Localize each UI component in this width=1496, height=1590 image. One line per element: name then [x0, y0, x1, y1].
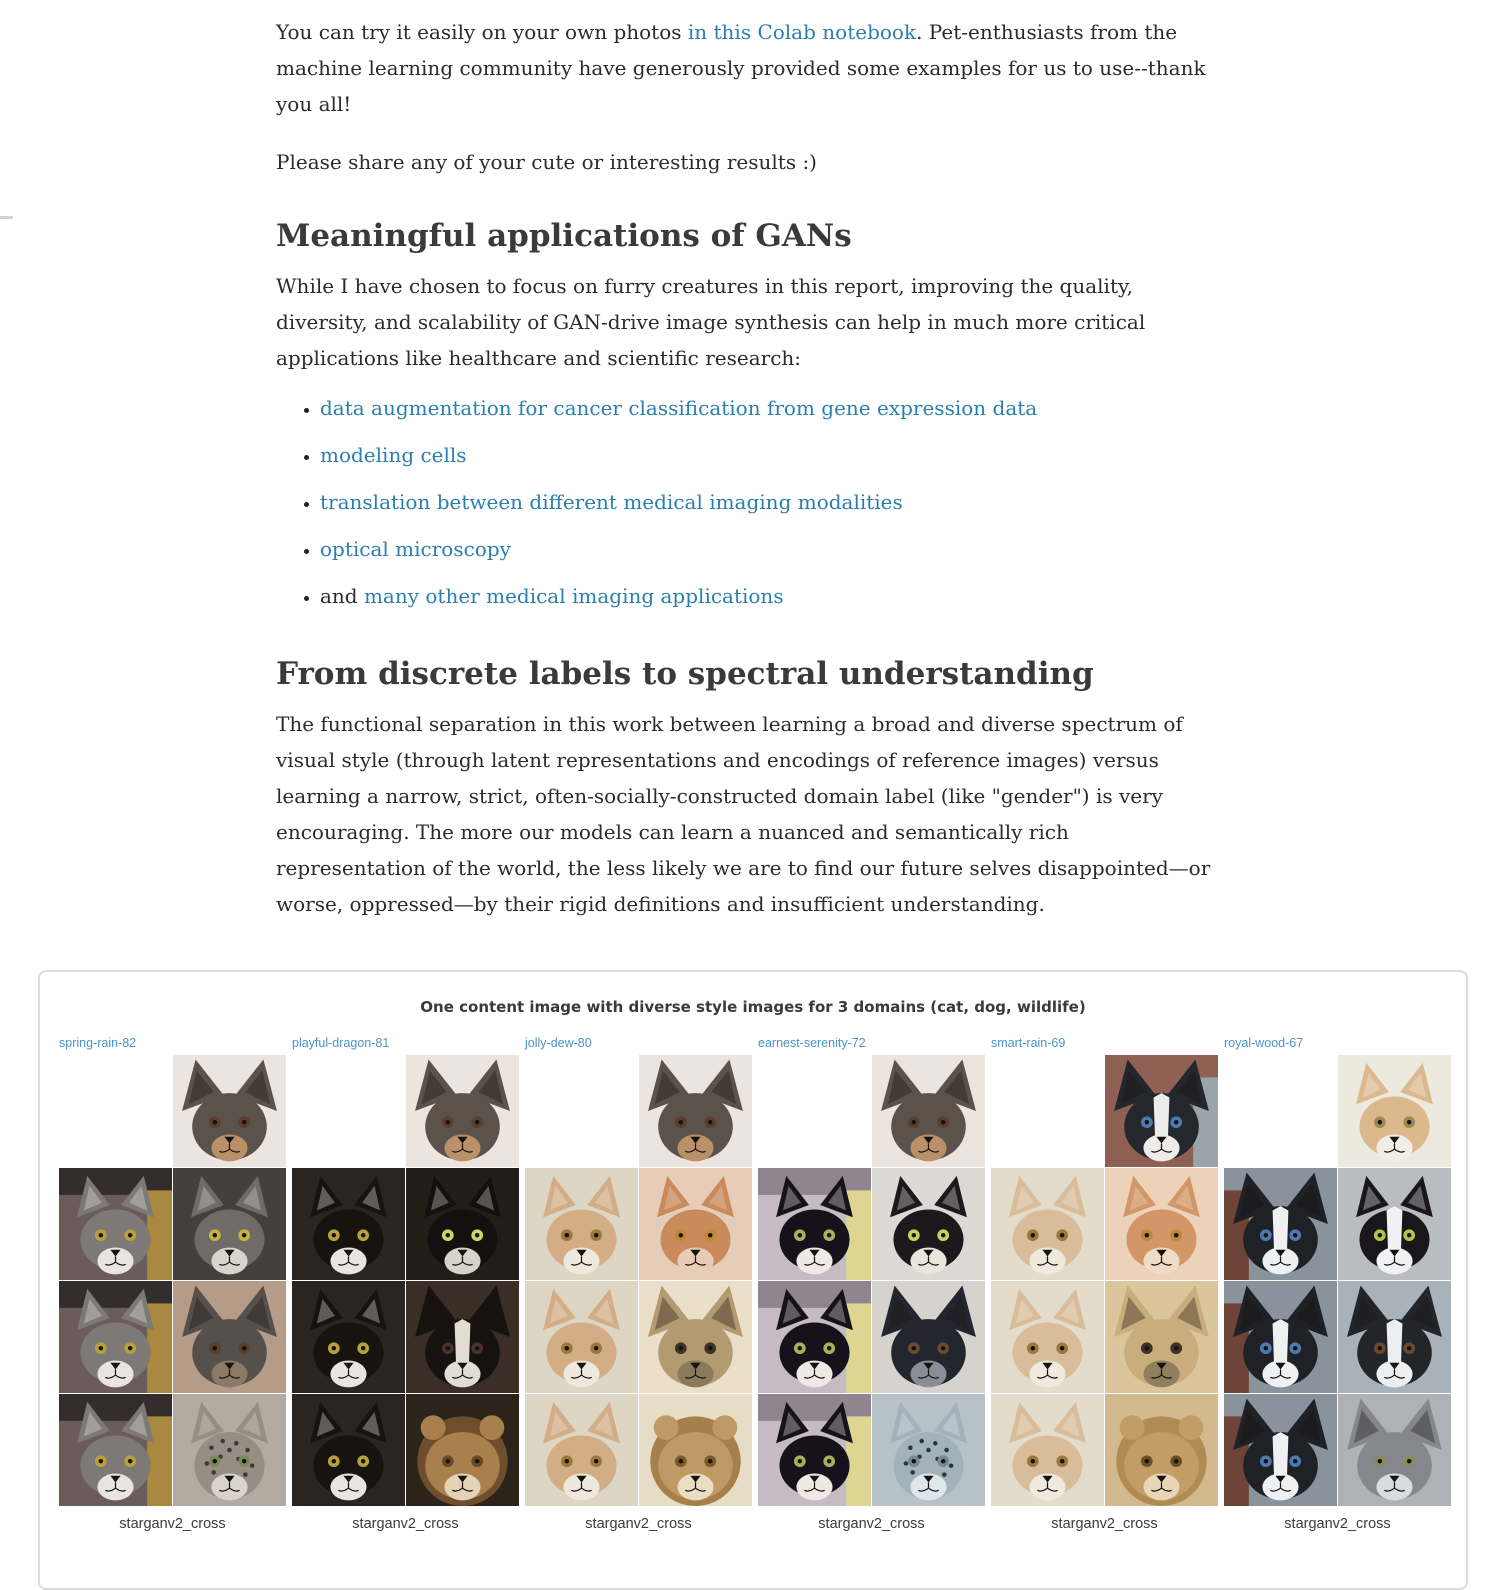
output-image-wildlife[interactable] [1338, 1394, 1451, 1506]
intro-text-after: . Pet-enthusiasts from the machine learning community have generously provided some examples for us to use--thank you all! [276, 20, 1206, 116]
paragraph-share-results: Please share any of your cute or interesting results :) [276, 150, 817, 174]
media-caption: starganv2_cross [119, 1516, 226, 1532]
style-image[interactable] [525, 1168, 638, 1280]
output-image-wildlife[interactable] [639, 1394, 752, 1506]
run-group [292, 1036, 519, 1532]
run-group [59, 1036, 286, 1532]
run-name-link[interactable]: smart-rain-69 [991, 1036, 1066, 1050]
paragraph-spectral-understanding: The functional separation in this work between learning a broad and diverse spectrum of visual style (through latent representations and encodings of reference images) versus learning a narrow, strict, often-socially-constructed domain label (like "gender") is very encouraging. The more our models can learn a nuanced and semantically rich representation of the world, the less likely we are to find our future selves disappointed—or worse, oppressed—by their rigid definitions and insufficient understanding. [276, 712, 1211, 916]
output-image-wildlife[interactable] [173, 1394, 286, 1506]
style-image[interactable] [59, 1394, 172, 1506]
output-image-cat[interactable] [1105, 1168, 1218, 1280]
empty-cell [1224, 1055, 1337, 1167]
run-name-link[interactable]: jolly-dew-80 [525, 1036, 592, 1050]
style-image[interactable] [758, 1394, 871, 1506]
style-image[interactable] [991, 1168, 1104, 1280]
run-group [525, 1036, 752, 1532]
style-image[interactable] [1224, 1281, 1337, 1393]
style-image[interactable] [59, 1168, 172, 1280]
content-image[interactable] [1105, 1055, 1218, 1167]
paragraph-intro [276, 14, 1222, 122]
link-medical-imaging-applications[interactable]: many other medical imaging applications [363, 584, 784, 608]
style-image[interactable] [1224, 1394, 1337, 1506]
list-item [320, 535, 1222, 563]
applications-list [276, 394, 1222, 610]
list-item [320, 488, 1222, 516]
output-image-cat[interactable] [639, 1168, 752, 1280]
media-caption: starganv2_cross [1051, 1516, 1158, 1532]
heading-discrete-labels: From discrete labels to spectral understanding [276, 656, 1094, 692]
empty-cell [292, 1055, 405, 1167]
style-image[interactable] [292, 1281, 405, 1393]
media-caption: starganv2_cross [1284, 1516, 1391, 1532]
output-image-wildlife[interactable] [872, 1394, 985, 1506]
intro-text-before: You can try it easily on your own photos [276, 20, 688, 44]
image-grid [1224, 1055, 1451, 1506]
media-caption: starganv2_cross [585, 1516, 692, 1532]
run-name-link[interactable]: spring-rain-82 [59, 1036, 137, 1050]
empty-cell [991, 1055, 1104, 1167]
output-image-wildlife[interactable] [406, 1394, 519, 1506]
output-image-cat[interactable] [406, 1168, 519, 1280]
image-grid [758, 1055, 985, 1506]
output-image-dog[interactable] [872, 1281, 985, 1393]
content-image[interactable] [173, 1055, 286, 1167]
style-image[interactable] [59, 1281, 172, 1393]
output-image-cat[interactable] [1338, 1168, 1451, 1280]
link-modeling-cells[interactable]: modeling cells [320, 443, 467, 467]
image-grid [292, 1055, 519, 1506]
style-image[interactable] [525, 1394, 638, 1506]
bullet-prefix: and [320, 584, 364, 608]
output-image-dog[interactable] [1105, 1281, 1218, 1393]
media-caption: starganv2_cross [818, 1516, 925, 1532]
colab-notebook-link[interactable]: in this Colab notebook [687, 20, 917, 44]
empty-cell [758, 1055, 871, 1167]
style-image[interactable] [758, 1168, 871, 1280]
heading-meaningful-applications: Meaningful applications of GANs [276, 218, 852, 254]
output-image-cat[interactable] [872, 1168, 985, 1280]
list-item [320, 394, 1222, 422]
run-name-link[interactable]: earnest-serenity-72 [758, 1036, 866, 1050]
style-image[interactable] [292, 1394, 405, 1506]
output-image-dog[interactable] [639, 1281, 752, 1393]
image-grid [59, 1055, 286, 1506]
list-item [320, 582, 1222, 610]
style-image[interactable] [758, 1281, 871, 1393]
empty-cell [59, 1055, 172, 1167]
link-data-augmentation[interactable]: data augmentation for cancer classification from gene expression data [320, 396, 1038, 420]
link-optical-microscopy[interactable]: optical microscopy [320, 537, 511, 561]
panel-title: One content image with diverse style images for 3 domains (cat, dog, wildlife) [420, 998, 1086, 1016]
output-image-cat[interactable] [173, 1168, 286, 1280]
content-image[interactable] [872, 1055, 985, 1167]
run-group [1224, 1036, 1451, 1532]
run-group [991, 1036, 1218, 1532]
style-image[interactable] [991, 1394, 1104, 1506]
style-image[interactable] [292, 1168, 405, 1280]
run-name-link[interactable]: playful-dragon-81 [292, 1036, 390, 1050]
media-panel [38, 970, 1468, 1590]
output-image-dog[interactable] [1338, 1281, 1451, 1393]
image-grid [525, 1055, 752, 1506]
image-grid [991, 1055, 1218, 1506]
content-image[interactable] [406, 1055, 519, 1167]
run-name-link[interactable]: royal-wood-67 [1224, 1036, 1304, 1050]
output-image-dog[interactable] [406, 1281, 519, 1393]
output-image-dog[interactable] [173, 1281, 286, 1393]
page-edge-divider [0, 216, 13, 219]
empty-cell [525, 1055, 638, 1167]
paragraph-applications-intro: While I have chosen to focus on furry creatures in this report, improving the quality, diversity, and scalability of GAN-drive image synthesis can help in much more critical applications like healthcare and scientific research: [276, 274, 1146, 370]
media-caption: starganv2_cross [352, 1516, 459, 1532]
report-body [276, 0, 1222, 922]
panel-groups [59, 1036, 1466, 1532]
style-image[interactable] [1224, 1168, 1337, 1280]
list-item [320, 441, 1222, 469]
content-image[interactable] [639, 1055, 752, 1167]
run-group [758, 1036, 985, 1532]
output-image-wildlife[interactable] [1105, 1394, 1218, 1506]
style-image[interactable] [991, 1281, 1104, 1393]
link-translation-modalities[interactable]: translation between different medical imaging modalities [320, 490, 903, 514]
content-image[interactable] [1338, 1055, 1451, 1167]
style-image[interactable] [525, 1281, 638, 1393]
